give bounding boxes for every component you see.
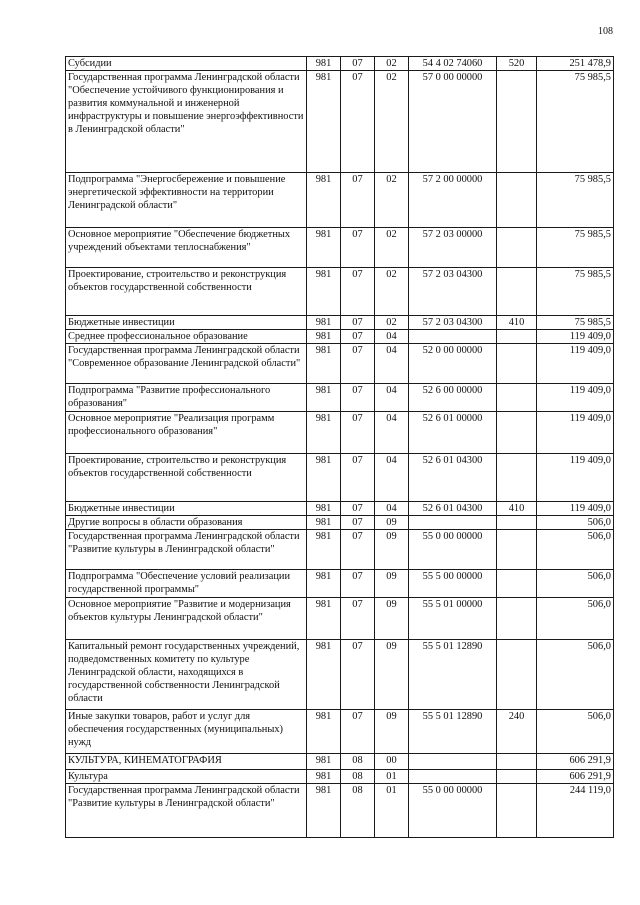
row-subsection-cell: 02 — [375, 268, 409, 316]
row-name-cell: Субсидии — [66, 57, 307, 71]
row-expense-type-cell — [497, 384, 537, 412]
row-name-cell: Другие вопросы в области образования — [66, 516, 307, 530]
row-admin-code-cell: 981 — [307, 454, 341, 502]
row-section-cell: 07 — [341, 330, 375, 344]
row-amount-cell: 606 291,9 — [537, 770, 614, 784]
table-row — [66, 330, 614, 344]
row-target-article-cell: 54 4 02 74060 — [409, 57, 497, 71]
row-subsection-cell: 02 — [375, 57, 409, 71]
row-name-cell: Бюджетные инвестиции — [66, 502, 307, 516]
row-name-cell: Подпрограмма "Обеспечение условий реализации государственной программы" — [66, 570, 307, 598]
row-section-cell: 07 — [341, 454, 375, 502]
row-admin-code-cell: 981 — [307, 570, 341, 598]
row-admin-code-cell: 981 — [307, 502, 341, 516]
row-admin-code-cell: 981 — [307, 316, 341, 330]
row-expense-type-cell — [497, 412, 537, 454]
row-target-article-cell: 57 0 00 00000 — [409, 71, 497, 173]
row-target-article-cell: 52 6 01 04300 — [409, 502, 497, 516]
table-row — [66, 770, 614, 784]
row-name-cell: Проектирование, строительство и реконструкция объектов государственной собственности — [66, 268, 307, 316]
row-name-cell: Государственная программа Ленинградской области "Современное образование Ленинградской области" — [66, 344, 307, 384]
row-admin-code-cell: 981 — [307, 384, 341, 412]
row-target-article-cell: 52 6 01 04300 — [409, 454, 497, 502]
table-row — [66, 710, 614, 754]
row-amount-cell: 119 409,0 — [537, 330, 614, 344]
row-name-cell: Основное мероприятие "Обеспечение бюджетных учреждений объектами теплоснабжения" — [66, 228, 307, 268]
row-subsection-cell: 02 — [375, 316, 409, 330]
row-admin-code-cell: 981 — [307, 268, 341, 316]
row-expense-type-cell: 240 — [497, 710, 537, 754]
row-subsection-cell: 04 — [375, 412, 409, 454]
row-amount-cell: 119 409,0 — [537, 454, 614, 502]
row-section-cell: 07 — [341, 71, 375, 173]
row-section-cell: 07 — [341, 384, 375, 412]
row-subsection-cell: 09 — [375, 570, 409, 598]
row-section-cell: 07 — [341, 228, 375, 268]
row-section-cell: 07 — [341, 173, 375, 228]
row-admin-code-cell: 981 — [307, 516, 341, 530]
row-name-cell: Капитальный ремонт государственных учреждений, подведомственных комитету по культуре Ленинградской области, находящихся в государственной собственности Ленинградской области — [66, 640, 307, 710]
row-amount-cell: 119 409,0 — [537, 384, 614, 412]
row-expense-type-cell — [497, 530, 537, 570]
row-expense-type-cell — [497, 516, 537, 530]
row-subsection-cell: 04 — [375, 344, 409, 384]
row-section-cell: 08 — [341, 784, 375, 838]
row-name-cell: Культура — [66, 770, 307, 784]
row-expense-type-cell — [497, 268, 537, 316]
row-section-cell: 07 — [341, 502, 375, 516]
row-name-cell: Среднее профессиональное образование — [66, 330, 307, 344]
table-row — [66, 784, 614, 838]
table-row — [66, 570, 614, 598]
row-subsection-cell: 04 — [375, 502, 409, 516]
row-amount-cell: 506,0 — [537, 530, 614, 570]
row-subsection-cell: 04 — [375, 330, 409, 344]
row-admin-code-cell: 981 — [307, 330, 341, 344]
row-amount-cell: 506,0 — [537, 710, 614, 754]
row-name-cell: Проектирование, строительство и реконструкция объектов государственной собственности — [66, 454, 307, 502]
row-subsection-cell: 09 — [375, 710, 409, 754]
table-row — [66, 640, 614, 710]
row-section-cell: 08 — [341, 754, 375, 770]
table-row — [66, 412, 614, 454]
row-section-cell: 07 — [341, 710, 375, 754]
row-expense-type-cell: 520 — [497, 57, 537, 71]
row-section-cell: 07 — [341, 516, 375, 530]
row-expense-type-cell: 410 — [497, 502, 537, 516]
row-amount-cell: 119 409,0 — [537, 344, 614, 384]
table-row — [66, 384, 614, 412]
row-section-cell: 07 — [341, 598, 375, 640]
budget-table-body — [66, 57, 614, 838]
row-amount-cell: 251 478,9 — [537, 57, 614, 71]
table-row — [66, 228, 614, 268]
row-expense-type-cell — [497, 770, 537, 784]
row-admin-code-cell: 981 — [307, 640, 341, 710]
row-section-cell: 07 — [341, 412, 375, 454]
table-row — [66, 173, 614, 228]
row-subsection-cell: 09 — [375, 598, 409, 640]
row-amount-cell: 506,0 — [537, 570, 614, 598]
row-amount-cell: 506,0 — [537, 516, 614, 530]
table-row — [66, 516, 614, 530]
row-expense-type-cell — [497, 598, 537, 640]
row-subsection-cell: 04 — [375, 384, 409, 412]
row-target-article-cell: 57 2 03 04300 — [409, 268, 497, 316]
row-subsection-cell: 02 — [375, 173, 409, 228]
row-subsection-cell: 09 — [375, 640, 409, 710]
row-expense-type-cell — [497, 344, 537, 384]
table-row — [66, 57, 614, 71]
row-target-article-cell: 52 6 00 00000 — [409, 384, 497, 412]
row-admin-code-cell: 981 — [307, 71, 341, 173]
row-target-article-cell — [409, 754, 497, 770]
row-admin-code-cell: 981 — [307, 770, 341, 784]
row-section-cell: 07 — [341, 570, 375, 598]
row-target-article-cell: 57 2 03 00000 — [409, 228, 497, 268]
table-row — [66, 530, 614, 570]
row-name-cell: КУЛЬТУРА, КИНЕМАТОГРАФИЯ — [66, 754, 307, 770]
row-admin-code-cell: 981 — [307, 412, 341, 454]
row-target-article-cell: 55 5 01 00000 — [409, 598, 497, 640]
row-section-cell: 08 — [341, 770, 375, 784]
row-admin-code-cell: 981 — [307, 754, 341, 770]
row-expense-type-cell — [497, 454, 537, 502]
row-name-cell: Основное мероприятие "Развитие и модернизация объектов культуры Ленинградской области" — [66, 598, 307, 640]
table-row — [66, 316, 614, 330]
table-row — [66, 754, 614, 770]
row-subsection-cell: 01 — [375, 784, 409, 838]
row-amount-cell: 119 409,0 — [537, 502, 614, 516]
table-row — [66, 598, 614, 640]
row-target-article-cell: 52 0 00 00000 — [409, 344, 497, 384]
row-admin-code-cell: 981 — [307, 228, 341, 268]
table-row — [66, 502, 614, 516]
row-expense-type-cell — [497, 330, 537, 344]
row-amount-cell: 119 409,0 — [537, 412, 614, 454]
row-subsection-cell: 09 — [375, 530, 409, 570]
table-row — [66, 268, 614, 316]
row-name-cell: Основное мероприятие "Реализация программ профессионального образования" — [66, 412, 307, 454]
row-name-cell: Государственная программа Ленинградской области "Развитие культуры в Ленинградской области" — [66, 784, 307, 838]
row-admin-code-cell: 981 — [307, 784, 341, 838]
row-admin-code-cell: 981 — [307, 173, 341, 228]
row-admin-code-cell: 981 — [307, 710, 341, 754]
row-admin-code-cell: 981 — [307, 530, 341, 570]
row-expense-type-cell — [497, 71, 537, 173]
row-amount-cell: 506,0 — [537, 640, 614, 710]
row-section-cell: 07 — [341, 268, 375, 316]
row-target-article-cell: 55 5 00 00000 — [409, 570, 497, 598]
row-amount-cell: 75 985,5 — [537, 316, 614, 330]
table-row — [66, 71, 614, 173]
row-expense-type-cell: 410 — [497, 316, 537, 330]
row-target-article-cell: 55 5 01 12890 — [409, 710, 497, 754]
row-subsection-cell: 04 — [375, 454, 409, 502]
row-subsection-cell: 02 — [375, 228, 409, 268]
row-target-article-cell: 55 0 00 00000 — [409, 530, 497, 570]
row-section-cell: 07 — [341, 344, 375, 384]
row-name-cell: Государственная программа Ленинградской области "Развитие культуры в Ленинградской области" — [66, 530, 307, 570]
row-section-cell: 07 — [341, 640, 375, 710]
row-amount-cell: 75 985,5 — [537, 228, 614, 268]
budget-table — [65, 56, 614, 838]
row-target-article-cell — [409, 770, 497, 784]
row-target-article-cell: 55 5 01 12890 — [409, 640, 497, 710]
row-expense-type-cell — [497, 570, 537, 598]
row-name-cell: Государственная программа Ленинградской области "Обеспечение устойчивого функционирования и развития коммунальной и инженерной инфраструктуры и повышение энергоэффективности в Ленинградской области" — [66, 71, 307, 173]
table-row — [66, 454, 614, 502]
row-section-cell: 07 — [341, 57, 375, 71]
row-subsection-cell: 01 — [375, 770, 409, 784]
row-name-cell: Бюджетные инвестиции — [66, 316, 307, 330]
page-number: 108 — [598, 26, 613, 37]
row-name-cell: Подпрограмма "Энергосбережение и повышение энергетической эффективности на территории Ленинградской области" — [66, 173, 307, 228]
row-expense-type-cell — [497, 228, 537, 268]
row-amount-cell: 75 985,5 — [537, 71, 614, 173]
row-expense-type-cell — [497, 754, 537, 770]
row-subsection-cell: 09 — [375, 516, 409, 530]
row-amount-cell: 75 985,5 — [537, 173, 614, 228]
row-admin-code-cell: 981 — [307, 57, 341, 71]
row-amount-cell: 75 985,5 — [537, 268, 614, 316]
row-section-cell: 07 — [341, 530, 375, 570]
row-target-article-cell: 52 6 01 00000 — [409, 412, 497, 454]
row-admin-code-cell: 981 — [307, 598, 341, 640]
row-target-article-cell — [409, 516, 497, 530]
row-target-article-cell: 57 2 03 04300 — [409, 316, 497, 330]
row-amount-cell: 244 119,0 — [537, 784, 614, 838]
row-subsection-cell: 02 — [375, 71, 409, 173]
row-expense-type-cell — [497, 640, 537, 710]
row-admin-code-cell: 981 — [307, 344, 341, 384]
row-name-cell: Подпрограмма "Развитие профессионального образования" — [66, 384, 307, 412]
row-target-article-cell — [409, 330, 497, 344]
row-amount-cell: 506,0 — [537, 598, 614, 640]
row-target-article-cell: 55 0 00 00000 — [409, 784, 497, 838]
table-row — [66, 344, 614, 384]
row-expense-type-cell — [497, 173, 537, 228]
row-name-cell: Иные закупки товаров, работ и услуг для обеспечения государственных (муниципальных) нужд — [66, 710, 307, 754]
row-section-cell: 07 — [341, 316, 375, 330]
row-expense-type-cell — [497, 784, 537, 838]
row-subsection-cell: 00 — [375, 754, 409, 770]
row-target-article-cell: 57 2 00 00000 — [409, 173, 497, 228]
row-amount-cell: 606 291,9 — [537, 754, 614, 770]
